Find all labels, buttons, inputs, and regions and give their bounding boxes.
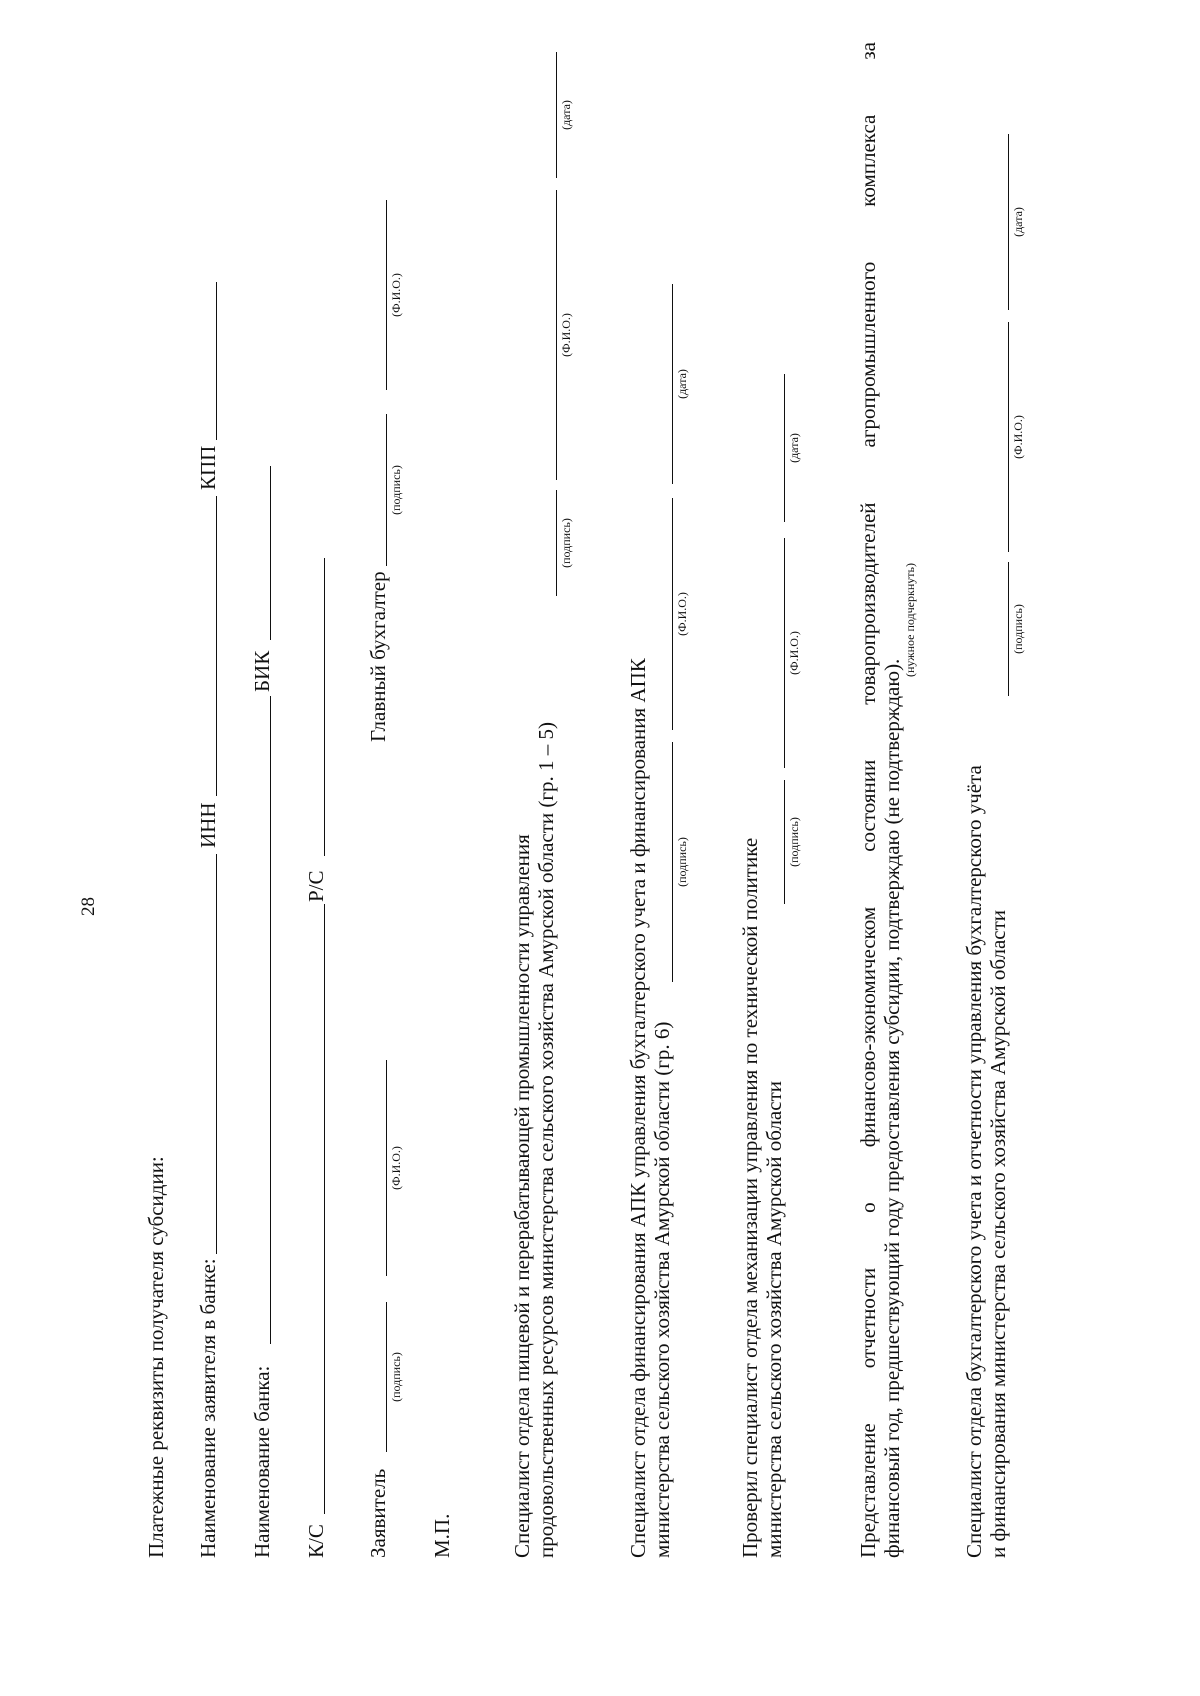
food-industry-signature-caption: (подпись) [559,518,573,568]
accounting-date-caption: (дата) [1011,207,1025,237]
food-industry-fio-field[interactable] [556,190,557,480]
accounting-fio-caption: (Ф.И.О.) [1011,415,1025,459]
mechanization-fio-caption: (Ф.И.О.) [787,631,801,675]
page-number: 28 [78,897,99,916]
finance-date-field[interactable] [672,284,673,484]
applicant-bank-name-field[interactable] [216,854,217,1254]
food-industry-line2: продовольственных ресурсов министерства сельского хозяйства Амурской области (гр. 1 – 5) [534,721,558,1558]
accounting-date-field[interactable] [1008,134,1009,310]
mechanization-signature-field[interactable] [784,780,785,904]
food-industry-fio-caption: (Ф.И.О.) [559,313,573,357]
accounting-signature-caption: (подпись) [1011,604,1025,654]
finance-signature-caption: (подпись) [675,837,689,887]
mechanization-line1: Проверил специалист отдела механизации управления по технической политике [738,837,762,1558]
finance-signature-field[interactable] [672,742,673,982]
accounting-signature-field[interactable] [1008,562,1009,696]
food-industry-date-caption: (дата) [559,100,573,130]
chief-accountant-fio-caption: (Ф.И.О.) [389,273,403,317]
food-industry-signature-field[interactable] [556,490,557,596]
bik-field[interactable] [270,466,271,640]
reporting-underline-caption: (нужное подчеркнуть) [903,563,917,677]
mechanization-line2: министерства сельского хозяйства Амурской области [762,1081,786,1558]
rs-label: Р/С [304,870,328,902]
chief-accountant-fio-field[interactable] [386,200,387,390]
finance-fio-field[interactable] [672,498,673,730]
mechanization-signature-caption: (подпись) [787,817,801,867]
reporting-line1: Представление отчетности о финансово-экономическом состоянии товаропроизводителей агропромышленного комплекса за [856,42,880,1558]
payment-heading: Платежные реквизиты получателя субсидии: [144,1156,168,1558]
applicant-signature-caption: (подпись) [389,1352,403,1402]
ks-field[interactable] [324,904,325,1514]
inn-label: ИНН [196,802,220,848]
mechanization-fio-field[interactable] [784,538,785,768]
mechanization-date-field[interactable] [784,374,785,522]
rs-field[interactable] [324,558,325,856]
applicant-label: Заявитель [366,1468,390,1558]
stamp-label: М.П. [430,1513,454,1558]
kpp-label: КПП [196,445,220,490]
reporting-line2: финансовый год, предшествующий году предоставления субсидии, подтверждаю (не подтверждаю). [880,658,904,1558]
accounting-line1: Специалист отдела бухгалтерского учета и отчетности управления бухгалтерского учёта [962,765,986,1558]
bik-label: БИК [250,650,274,692]
mechanization-date-caption: (дата) [787,433,801,463]
chief-accountant-label: Главный бухгалтер [366,571,390,742]
chief-accountant-signature-field[interactable] [386,414,387,566]
finance-date-caption: (дата) [675,369,689,399]
kpp-field[interactable] [216,282,217,440]
applicant-signature-field[interactable] [386,1302,387,1452]
finance-fio-caption: (Ф.И.О.) [675,592,689,636]
inn-field[interactable] [216,496,217,796]
finance-line1: Специалист отдела финансирования АПК управления бухгалтерского учета и финансирования АПК [626,658,650,1558]
bank-name-field[interactable] [270,696,271,1344]
applicant-fio-field[interactable] [386,1060,387,1276]
chief-accountant-signature-caption: (подпись) [389,465,403,515]
applicant-bank-name-label: Наименование заявителя в банке: [196,1258,220,1558]
ks-label: К/С [304,1524,328,1558]
food-industry-date-field[interactable] [556,52,557,178]
bank-name-label: Наименование банка: [250,1365,274,1558]
accounting-fio-field[interactable] [1008,322,1009,552]
accounting-line2: и финансирования министерства сельского хозяйства Амурской области [986,909,1010,1558]
finance-line2: министерства сельского хозяйства Амурской области (гр. 6) [650,1021,674,1558]
applicant-fio-caption: (Ф.И.О.) [389,1146,403,1190]
food-industry-line1: Специалист отдела пищевой и перерабатывающей промышленности управления [510,834,534,1558]
